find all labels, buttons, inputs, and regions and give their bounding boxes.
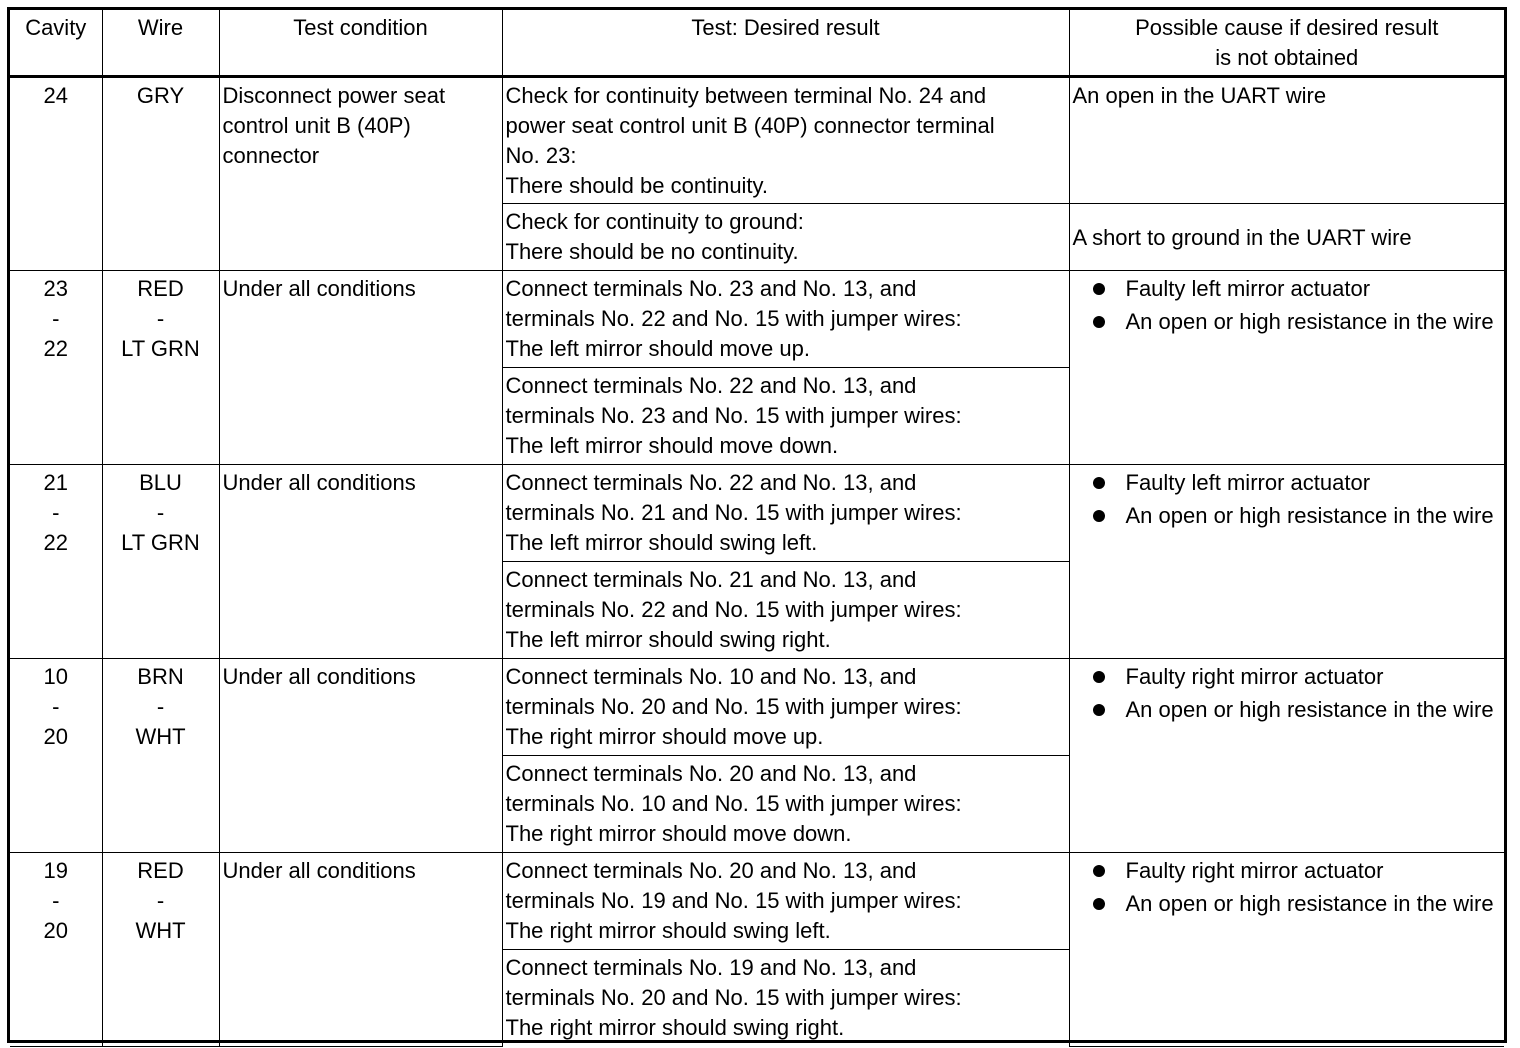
wire-cell bbox=[102, 658, 219, 852]
result-line: Connect terminals No. 21 and No. 13, and bbox=[505, 566, 917, 592]
wire-cell bbox=[102, 464, 219, 658]
result-line: Connect terminals No. 23 and No. 13, and bbox=[505, 275, 917, 301]
wire-value: WHT bbox=[135, 917, 186, 943]
header-test-condition: Test condition bbox=[219, 10, 502, 76]
result-line: Connect terminals No. 20 and No. 13, and bbox=[505, 857, 917, 883]
wire-value: RED bbox=[137, 275, 184, 301]
header-possible-cause bbox=[1069, 10, 1504, 76]
bullet-icon bbox=[1093, 898, 1105, 910]
cavity-value: - bbox=[52, 693, 60, 719]
result-line: The left mirror should move down. bbox=[505, 432, 839, 458]
cavity-cell: 24 bbox=[10, 76, 102, 270]
result-line: The right mirror should move up. bbox=[505, 723, 824, 749]
desired-result-cell bbox=[502, 949, 1069, 1046]
wire-value: BRN bbox=[137, 663, 184, 689]
wire-value: LT GRN bbox=[121, 335, 200, 361]
header-desired-result: Test: Desired result bbox=[502, 10, 1069, 76]
list-item bbox=[1093, 889, 1502, 919]
wire-cell bbox=[102, 852, 219, 1046]
list-item bbox=[1093, 274, 1502, 304]
cavity-value: 23 bbox=[43, 275, 68, 301]
cavity-value: 21 bbox=[43, 469, 68, 495]
cavity-value: 22 bbox=[43, 529, 68, 555]
wire-cell: GRY bbox=[102, 76, 219, 270]
desired-result-cell bbox=[502, 76, 1069, 203]
result-line: Connect terminals No. 19 and No. 13, and bbox=[505, 954, 917, 980]
desired-result-cell bbox=[502, 367, 1069, 464]
result-line: Connect terminals No. 20 and No. 13, and bbox=[505, 760, 917, 786]
cavity-value: - bbox=[52, 305, 60, 331]
possible-cause-cell bbox=[1069, 658, 1504, 852]
possible-cause-cell: An open in the UART wire bbox=[1069, 76, 1504, 203]
cavity-cell bbox=[10, 852, 102, 1046]
result-line: There should be no continuity. bbox=[505, 238, 799, 264]
result-line: Connect terminals No. 22 and No. 13, and bbox=[505, 372, 917, 398]
bullet-icon bbox=[1093, 477, 1105, 489]
desired-result-cell bbox=[502, 203, 1069, 270]
cavity-value: - bbox=[52, 499, 60, 525]
result-line: Check for continuity between terminal No. 24 and bbox=[505, 82, 987, 108]
possible-cause-cell bbox=[1069, 270, 1504, 464]
cavity-value: 10 bbox=[43, 663, 68, 689]
list-item bbox=[1093, 468, 1502, 498]
header-cavity: Cavity bbox=[10, 10, 102, 76]
possible-cause-cell bbox=[1069, 464, 1504, 658]
result-line: No. 23: bbox=[505, 142, 577, 168]
desired-result-cell bbox=[502, 755, 1069, 852]
bullet-icon bbox=[1093, 316, 1105, 328]
result-line: The right mirror should swing right. bbox=[505, 1014, 845, 1040]
wire-value: - bbox=[156, 887, 165, 913]
cause-list bbox=[1073, 856, 1502, 919]
cavity-value: 20 bbox=[43, 917, 68, 943]
cause-text: Faulty left mirror actuator bbox=[1125, 275, 1371, 301]
table-row bbox=[10, 852, 1504, 949]
result-line: terminals No. 19 and No. 15 with jumper wires: bbox=[505, 887, 962, 913]
result-line: The left mirror should swing right. bbox=[505, 626, 831, 652]
result-line: terminals No. 20 and No. 15 with jumper wires: bbox=[505, 984, 962, 1010]
table-row bbox=[10, 658, 1504, 755]
bullet-icon bbox=[1093, 283, 1105, 295]
bullet-icon bbox=[1093, 704, 1105, 716]
desired-result-cell bbox=[502, 658, 1069, 755]
cavity-value: 22 bbox=[43, 335, 68, 361]
cause-list bbox=[1073, 468, 1502, 531]
bullet-icon bbox=[1093, 510, 1105, 522]
wire-value: WHT bbox=[135, 723, 186, 749]
condition-cell: Under all conditions bbox=[219, 270, 502, 464]
result-line: Connect terminals No. 10 and No. 13, and bbox=[505, 663, 917, 689]
bullet-icon bbox=[1093, 671, 1105, 683]
cavity-cell bbox=[10, 464, 102, 658]
list-item bbox=[1093, 307, 1502, 337]
header-wire: Wire bbox=[102, 10, 219, 76]
header-possible-cause-line1: Possible cause if desired result bbox=[1135, 15, 1439, 40]
result-line: The right mirror should move down. bbox=[505, 820, 852, 846]
wire-value: - bbox=[156, 693, 165, 719]
result-line: power seat control unit B (40P) connector terminal bbox=[505, 112, 995, 138]
header-row bbox=[10, 10, 1504, 76]
cause-list bbox=[1073, 662, 1502, 725]
result-line: terminals No. 23 and No. 15 with jumper wires: bbox=[505, 402, 962, 428]
desired-result-cell bbox=[502, 852, 1069, 949]
result-line: The right mirror should swing left. bbox=[505, 917, 831, 943]
table-row bbox=[10, 76, 1504, 203]
result-line: Connect terminals No. 22 and No. 13, and bbox=[505, 469, 917, 495]
wire-value: - bbox=[156, 305, 165, 331]
list-item bbox=[1093, 662, 1502, 692]
condition-cell: Under all conditions bbox=[219, 658, 502, 852]
cause-text: An open or high resistance in the wire bbox=[1125, 696, 1494, 722]
cavity-value: 20 bbox=[43, 723, 68, 749]
cavity-value: 19 bbox=[43, 857, 68, 883]
table-row bbox=[10, 270, 1504, 367]
result-line: The left mirror should swing left. bbox=[505, 529, 818, 555]
cavity-cell bbox=[10, 270, 102, 464]
possible-cause-cell bbox=[1069, 852, 1504, 1046]
cause-text: Faulty left mirror actuator bbox=[1125, 469, 1371, 495]
cause-text: An open or high resistance in the wire bbox=[1125, 502, 1494, 528]
cause-list bbox=[1073, 274, 1502, 337]
test-table bbox=[10, 10, 1504, 1047]
list-item bbox=[1093, 501, 1502, 531]
table-row bbox=[10, 464, 1504, 561]
possible-cause-cell: A short to ground in the UART wire bbox=[1069, 203, 1504, 270]
result-line: terminals No. 21 and No. 15 with jumper wires: bbox=[505, 499, 962, 525]
result-line: terminals No. 22 and No. 15 with jumper wires: bbox=[505, 305, 962, 331]
wire-value: LT GRN bbox=[121, 529, 200, 555]
result-line: terminals No. 20 and No. 15 with jumper wires: bbox=[505, 693, 962, 719]
result-line: Check for continuity to ground: bbox=[505, 208, 804, 234]
result-line: There should be continuity. bbox=[505, 172, 769, 198]
wire-value: RED bbox=[137, 857, 184, 883]
cause-text: An open or high resistance in the wire bbox=[1125, 890, 1494, 916]
bullet-icon bbox=[1093, 865, 1105, 877]
wire-value: BLU bbox=[139, 469, 182, 495]
list-item bbox=[1093, 695, 1502, 725]
desired-result-cell bbox=[502, 270, 1069, 367]
condition-cell: Disconnect power seat control unit B (40P) connector bbox=[219, 76, 502, 270]
cause-text: An open or high resistance in the wire bbox=[1125, 308, 1494, 334]
desired-result-cell bbox=[502, 561, 1069, 658]
desired-result-cell bbox=[502, 464, 1069, 561]
header-possible-cause-line2: is not obtained bbox=[1215, 45, 1359, 70]
wire-cell bbox=[102, 270, 219, 464]
result-line: The left mirror should move up. bbox=[505, 335, 810, 361]
wire-value: - bbox=[156, 499, 165, 525]
list-item bbox=[1093, 856, 1502, 886]
cause-text: Faulty right mirror actuator bbox=[1125, 663, 1384, 689]
cavity-cell bbox=[10, 658, 102, 852]
result-line: terminals No. 22 and No. 15 with jumper wires: bbox=[505, 596, 962, 622]
condition-cell: Under all conditions bbox=[219, 852, 502, 1046]
cause-text: Faulty right mirror actuator bbox=[1125, 857, 1384, 883]
result-line: terminals No. 10 and No. 15 with jumper wires: bbox=[505, 790, 962, 816]
cavity-value: - bbox=[52, 887, 60, 913]
condition-cell: Under all conditions bbox=[219, 464, 502, 658]
terminal-test-table bbox=[7, 7, 1507, 1043]
